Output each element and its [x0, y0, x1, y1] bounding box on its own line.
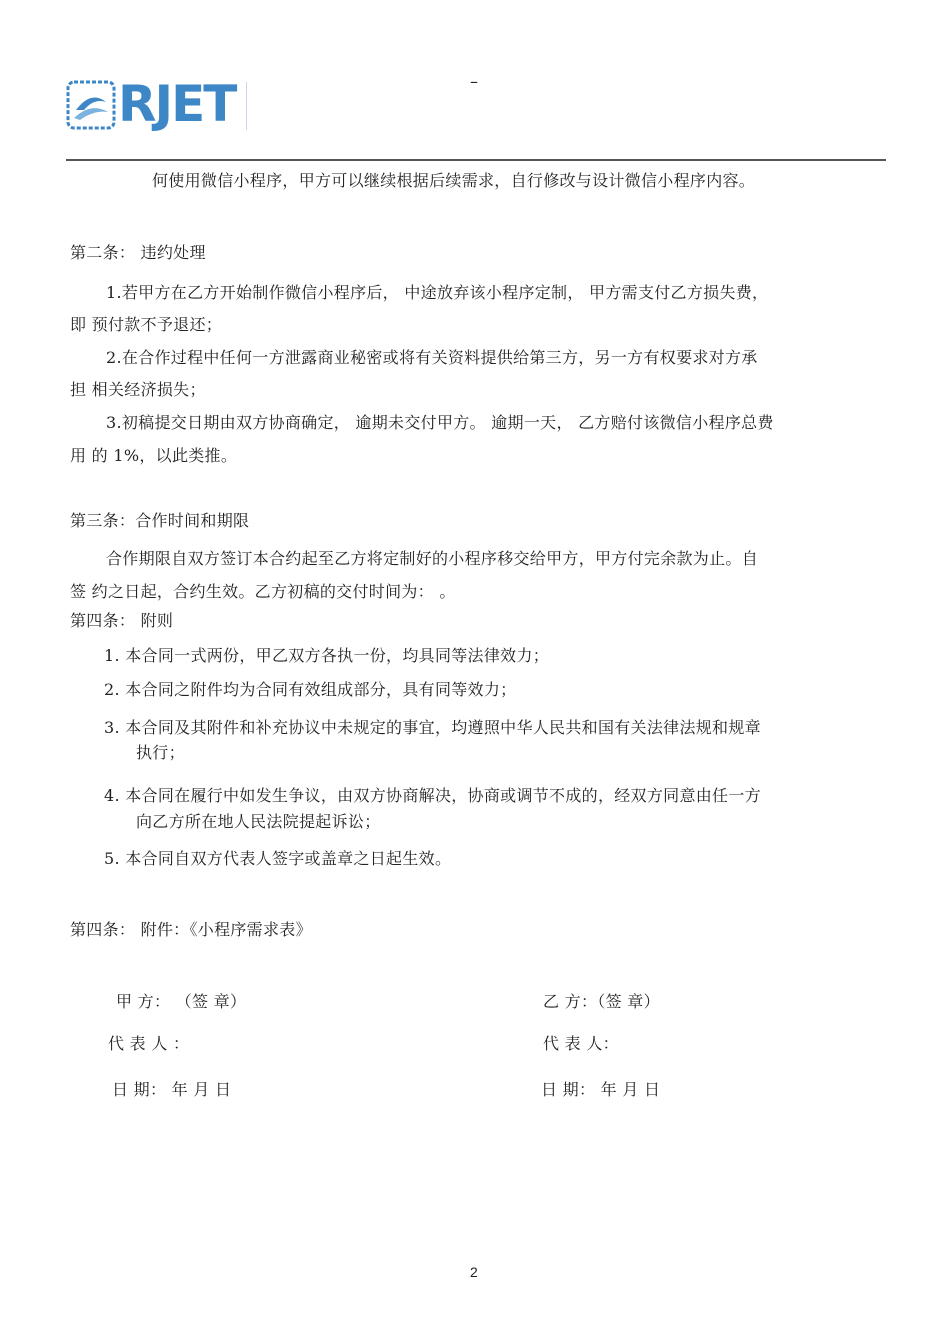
- article2-item2-line2: 担 相关经济损失；: [70, 380, 206, 399]
- article4-heading: 第四条： 附则: [70, 611, 174, 630]
- company-logo: [66, 76, 250, 132]
- logo-text: RJET: [118, 75, 236, 133]
- article3-line2: 签 约之日起，合约生效。乙方初稿的交付时间为： 。: [70, 582, 456, 601]
- article4-item-3: 3. 本合同及其附件和补充协议中未规定的事宜，均遵照中华人民共和国有关法律法规和规章: [104, 718, 761, 737]
- header-dash: –: [470, 72, 478, 91]
- article4-item-4: 4. 本合同在履行中如发生争议，由双方协商解决，协商或调节不成的，经双方同意由任一方: [104, 786, 761, 805]
- intro-continuation: 何使用微信小程序，甲方可以继续根据后续需求，自行修改与设计微信小程序内容。: [152, 171, 756, 190]
- article4-item-1: 1. 本合同一式两份，甲乙双方各执一份，均具同等法律效力；: [104, 646, 550, 665]
- article2-item2-line1: 2.在合作过程中任何一方泄露商业秘密或将有关资料提供给第三方，另一方有权要求对方承: [106, 348, 758, 367]
- article4-item-4-cont: 向乙方所在地人民法院提起诉讼；: [136, 812, 381, 831]
- article2-item1-line2: 即 预付款不予退还；: [70, 315, 223, 334]
- header-rule: [66, 159, 886, 161]
- party-b-date: 日 期： 年 月 日: [541, 1080, 661, 1099]
- article2-item3-line2: 用 的 1%，以此类推。: [70, 446, 238, 465]
- logo-divider: [246, 82, 247, 130]
- article3-line1: 合作期限自双方签订本合约起至乙方将定制好的小程序移交给甲方，甲方付完余款为止。自: [106, 549, 759, 568]
- article2-item1-line1: 1.若甲方在乙方开始制作微信小程序后， 中途放弃该小程序定制， 甲方需支付乙方损失费，: [106, 283, 769, 302]
- party-b-representative: 代 表 人：: [543, 1034, 619, 1053]
- article4-item-2: 2. 本合同之附件均为合同有效组成部分，具有同等效力；: [104, 680, 517, 699]
- party-b-label: 乙 方：（签 章）: [543, 992, 660, 1011]
- article2-item3-line1: 3.初稿提交日期由双方协商确定， 逾期未交付甲方。 逾期一天， 乙方赔付该微信小程序总费: [106, 413, 774, 432]
- party-a-label: 甲 方： （签 章）: [116, 992, 247, 1011]
- party-a-representative: 代 表 人 ：: [108, 1034, 190, 1053]
- logo-mark-icon: [66, 80, 116, 130]
- article3-heading: 第三条：合作时间和期限: [70, 511, 250, 530]
- party-a-date: 日 期： 年 月 日: [112, 1080, 232, 1099]
- article4-item-5: 5. 本合同自双方代表人签字或盖章之日起生效。: [104, 849, 452, 868]
- page-number: 2: [470, 1264, 478, 1280]
- article2-heading: 第二条： 违约处理: [70, 243, 206, 262]
- article4-item-3-cont: 执行；: [136, 743, 185, 762]
- attachment-heading: 第四条： 附件：《小程序需求表》: [70, 920, 312, 939]
